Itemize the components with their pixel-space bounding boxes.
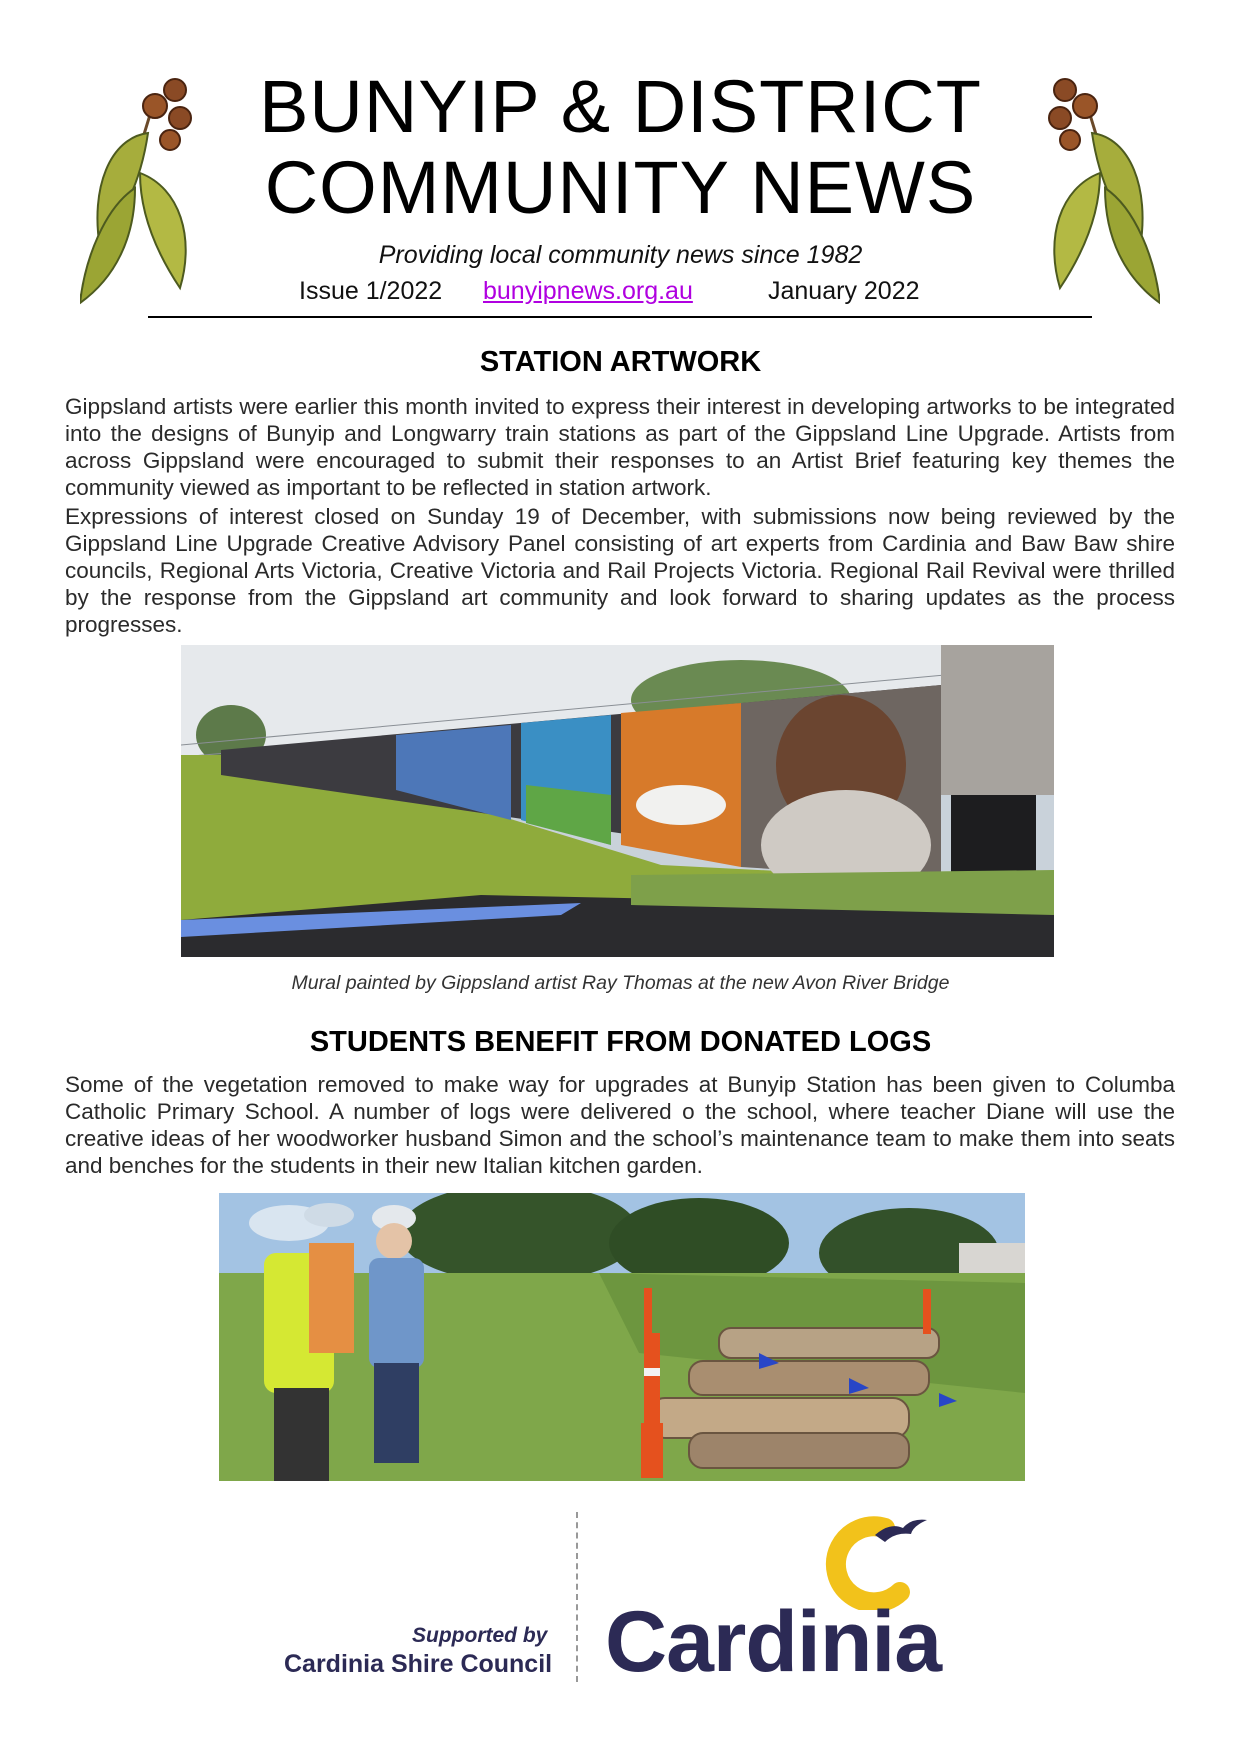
supported-by-label: Supported by: [412, 1624, 548, 1647]
mural-photo: [181, 645, 1054, 957]
masthead-divider: [148, 316, 1092, 318]
cardinia-logo: Cardinia: [605, 1594, 942, 1690]
newspaper-title-line-1: BUNYIP & DISTRICT: [259, 65, 982, 148]
issue-date: January 2022: [768, 277, 920, 305]
gum-leaf-illustration-right: [1030, 78, 1160, 308]
article-paragraph: Some of the vegetation removed to make way for upgrades at Bunyip Station has been given to Columba Catholic Primary School. A number of logs were delivered o the school, where teacher Diane will use the creative ideas of her woodworker husband Simon and the school’s maintenance team to make them into seats and benches for the students in their new Italian kitchen garden.: [65, 1072, 1175, 1178]
council-name: Cardinia Shire Council: [284, 1650, 553, 1678]
article-paragraph: Expressions of interest closed on Sunday 19 of December, with submissions now being reviewed by the Gippsland Line Upgrade Creative Advisory Panel consisting of art experts from Cardinia and Baw Baw shire councils, Regional Arts Victoria, Creative Victoria and Rail Projects Victoria. Regional Rail Revival were thrilled by the response from the Gippsland art community and look forward to sharing updates as the process progresses.: [65, 504, 1175, 637]
sponsor-block: [0, 1500, 1241, 1700]
donated-logs-photo: [219, 1193, 1025, 1481]
tagline: Providing local community news since 1982: [378, 241, 863, 269]
masthead: [0, 0, 1241, 330]
newspaper-title-line-2: COMMUNITY NEWS: [264, 146, 977, 229]
article-heading-donated-logs: STUDENTS BENEFIT FROM DONATED LOGS: [309, 1026, 932, 1058]
website-link[interactable]: bunyipnews.org.au: [483, 277, 693, 305]
article-paragraph: Gippsland artists were earlier this month invited to express their interest in developing artworks to be integrated into the designs of Bunyip and Longwarry train stations as part of the Gippsland Line Upgrade. Artists from across Gippsland were encouraged to submit their responses to an Artist Brief featuring key themes the community viewed as important to be reflected in station artwork.: [65, 394, 1175, 500]
article-heading-station-artwork: STATION ARTWORK: [479, 346, 762, 378]
mural-photo-caption: Mural painted by Gippsland artist Ray Thomas at the new Avon River Bridge: [291, 972, 950, 994]
issue-info-row: [0, 276, 1241, 308]
issue-number: Issue 1/2022: [299, 277, 443, 305]
sponsor-divider: [576, 1512, 578, 1682]
